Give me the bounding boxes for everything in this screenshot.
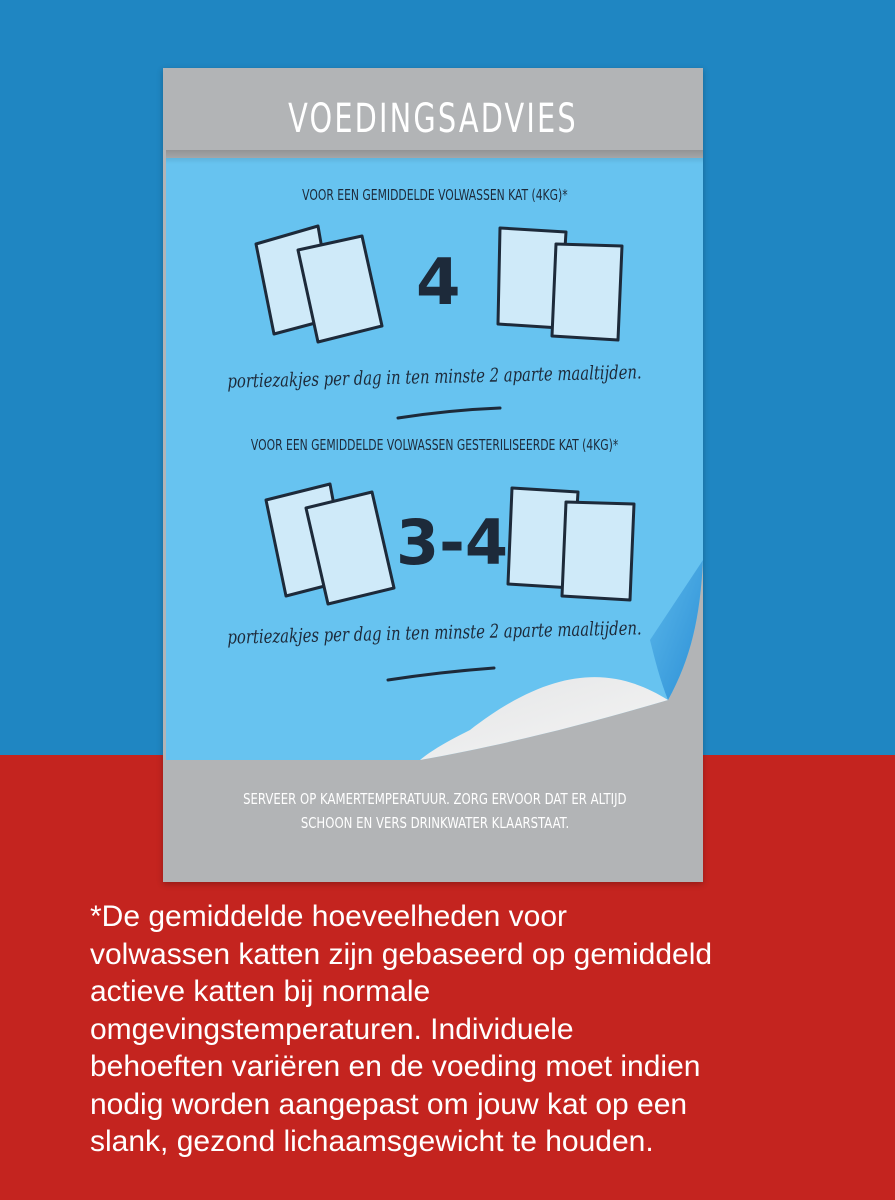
pouch-icon — [266, 484, 394, 604]
section1-amount: 4 — [416, 246, 461, 320]
pouch-icon — [498, 228, 622, 340]
serve-instruction-line2: SCHOON EN VERS DRINKWATER KLAARSTAAT. — [300, 814, 569, 832]
section2-label: VOOR EEN GEMIDDELDE VOLWASSEN GESTERILISEERDE KAT (4KG)* — [250, 436, 619, 454]
pouch-icon — [508, 488, 634, 600]
serve-instruction-line1: SERVEER OP KAMERTEMPERATUUR. ZORG ERVOOR DAT ER ALTIJD — [242, 790, 627, 808]
section1-label: VOOR EEN GEMIDDELDE VOLWASSEN KAT (4KG)* — [301, 186, 568, 204]
footnote-line: omgevingstemperaturen. Individuele — [90, 1012, 574, 1046]
footnote-line: behoeften variëren en de voeding moet indien — [90, 1050, 701, 1083]
footnote-line: slank, gezond lichaamsgewicht te houden. — [90, 1125, 654, 1158]
footnote-line: actieve katten bij normale — [90, 975, 431, 1008]
sheet-top-shadow — [166, 150, 703, 164]
footnote-line: volwassen katten zijn gebaseerd op gemiddeld — [90, 937, 713, 971]
footnote-line: *De gemiddelde hoeveelheden voor — [90, 900, 568, 933]
card-title: VOEDINGSADVIES — [288, 96, 578, 142]
pouch-icon — [256, 226, 382, 342]
section2-note: portiezakjes per dag in ten minste 2 aparte maaltijden. — [227, 617, 642, 649]
section2-amount: 3-4 — [396, 506, 509, 579]
footnote — [90, 898, 880, 1161]
section1-note: portiezakjes per dag in ten minste 2 aparte maaltijden. — [227, 361, 642, 393]
footnote-line: nodig worden aangepast om jouw kat op een — [90, 1087, 688, 1121]
